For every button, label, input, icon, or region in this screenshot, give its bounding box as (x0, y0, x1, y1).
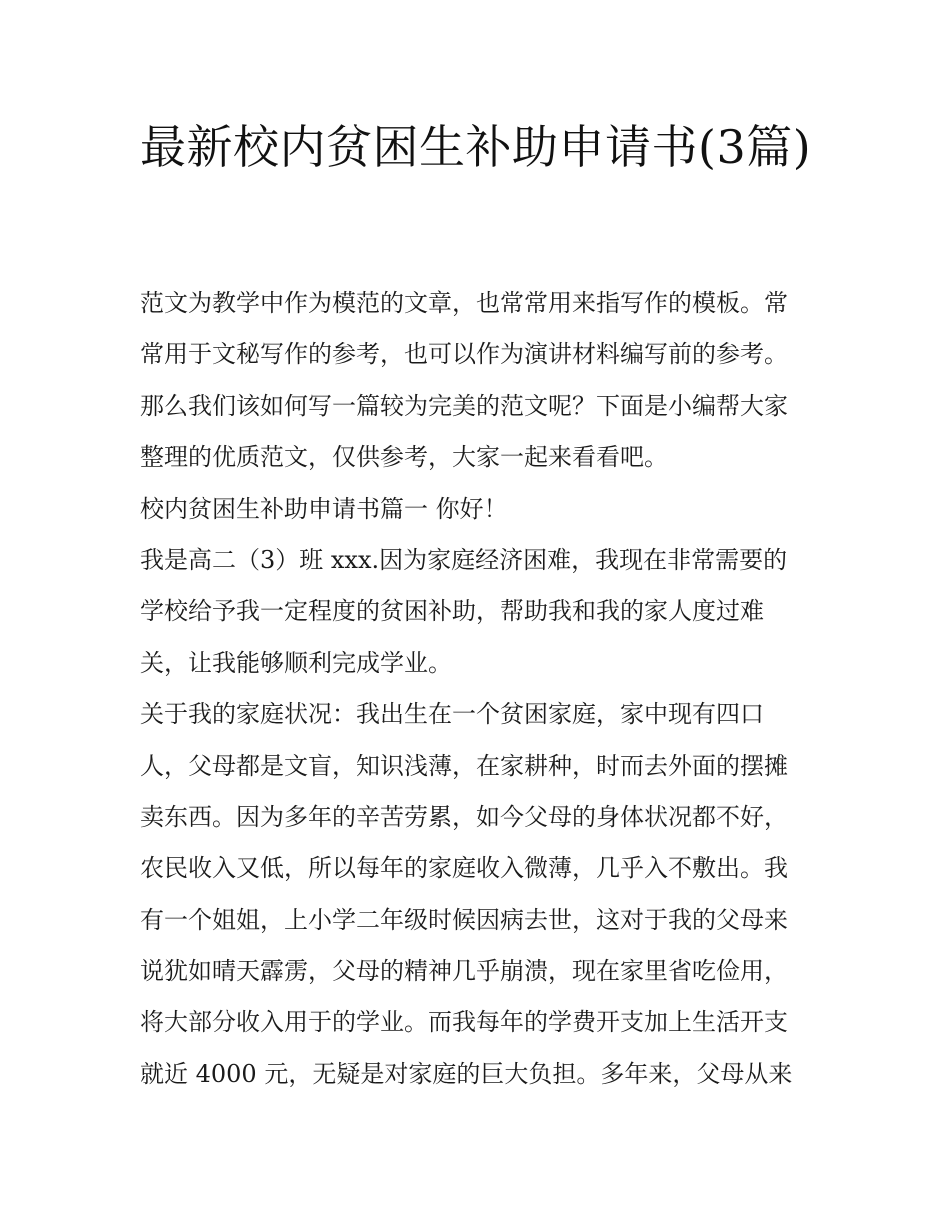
body-line: 那么我们该如何写一篇较为完美的范文呢？下面是小编帮大家 (140, 391, 788, 420)
body-line: 学校给予我一定程度的贫困补助，帮助我和我的家人度过难 (140, 597, 764, 626)
document-title: 最新校内贫困生补助申请书(3篇) (140, 120, 812, 174)
body-line: 就近 4000 元，无疑是对家庭的巨大负担。多年来，父母从来 (140, 1059, 793, 1088)
body-line: 有一个姐姐，上小学二年级时候因病去世，这对于我的父母来 (140, 905, 788, 934)
body-line: 范文为教学中作为模范的文章，也常常用来指写作的模板。常 (140, 289, 788, 317)
body-line: 常用于文秘写作的参考，也可以作为演讲材料编写前的参考。 (140, 340, 788, 369)
body-line: 我是高二（3）班 xxx.因为家庭经济困难，我现在非常需要的 (140, 545, 788, 574)
body-line: 关，让我能够顺利完成学业。 (140, 648, 452, 677)
body-line: 卖东西。因为多年的辛苦劳累，如今父母的身体状况都不好， (140, 802, 788, 831)
section-heading-line: 校内贫困生补助申请书篇一 你好！ (140, 494, 508, 523)
body-line: 说犹如晴天霹雳，父母的精神几乎崩溃，现在家里省吃俭用， (140, 957, 788, 986)
body-line: 农民收入又低，所以每年的家庭收入微薄，几乎入不敷出。我 (140, 854, 788, 883)
document-body (140, 278, 820, 1100)
body-line: 人，父母都是文盲，知识浅薄，在家耕种，时而去外面的摆摊 (140, 751, 788, 780)
body-line: 将大部分收入用于的学业。而我每年的学费开支加上生活开支 (140, 1008, 788, 1037)
body-line: 整理的优质范文，仅供参考，大家一起来看看吧。 (140, 443, 668, 472)
body-line: 关于我的家庭状况：我出生在一个贫困家庭，家中现有四口 (140, 700, 764, 729)
